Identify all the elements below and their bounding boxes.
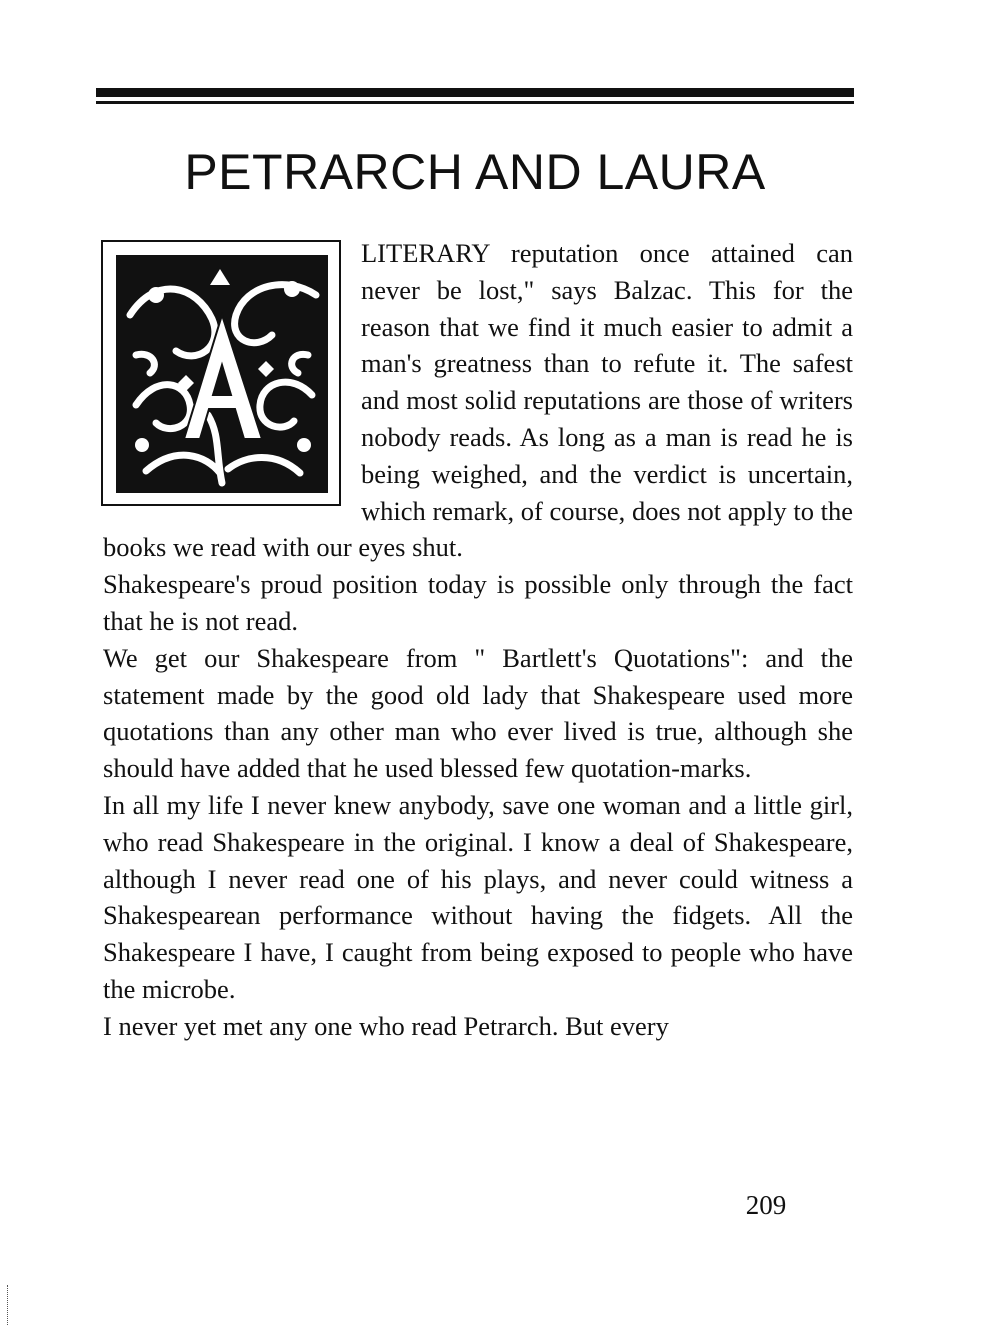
header-rule-thick	[96, 88, 854, 97]
initial-float-spacer	[103, 235, 361, 527]
paragraph-5: I never yet met any one who read Petrarch. But every	[103, 1010, 669, 1041]
page-number: 209	[745, 1190, 787, 1220]
paragraph-2: Shakespeare's proud position today is possible only through the fact that he is not read.	[103, 569, 853, 636]
paragraph-4: In all my life I never knew anybody, save one woman and a little girl, who read Shakespeare in the original. I know a deal of Shakespeare, although I never read one of his plays, and never could witness a Shakespearean performance without having the fidgets. All the Shakespeare I have, I caught from being exposed to people who have the microbe.	[103, 789, 853, 1004]
scan-margin-mark	[7, 1285, 9, 1325]
paragraph-1: LITERARY reputation once attained can never be lost," says Balzac. This for the reason that we find it much easier to admit a man's greatness than to refute it. The safest and most solid reputations are those of writers nobody reads. As long as a man is read he is being weighed, and the verdict is uncertain, which remark, of course, does not apply to the books we read with our eyes shut.	[103, 238, 853, 563]
paragraph-3: We get our Shakespeare from " Bartlett's Quotations": and the statement made by the good old lady that Shakespeare used more quotations than any other man who ever lived is true, although she should have added that he used blessed few quotation-marks.	[103, 642, 853, 784]
body-text	[103, 235, 853, 1045]
page-title: PETRARCH AND LAURA	[184, 144, 766, 200]
header-rule-thin	[96, 101, 854, 104]
